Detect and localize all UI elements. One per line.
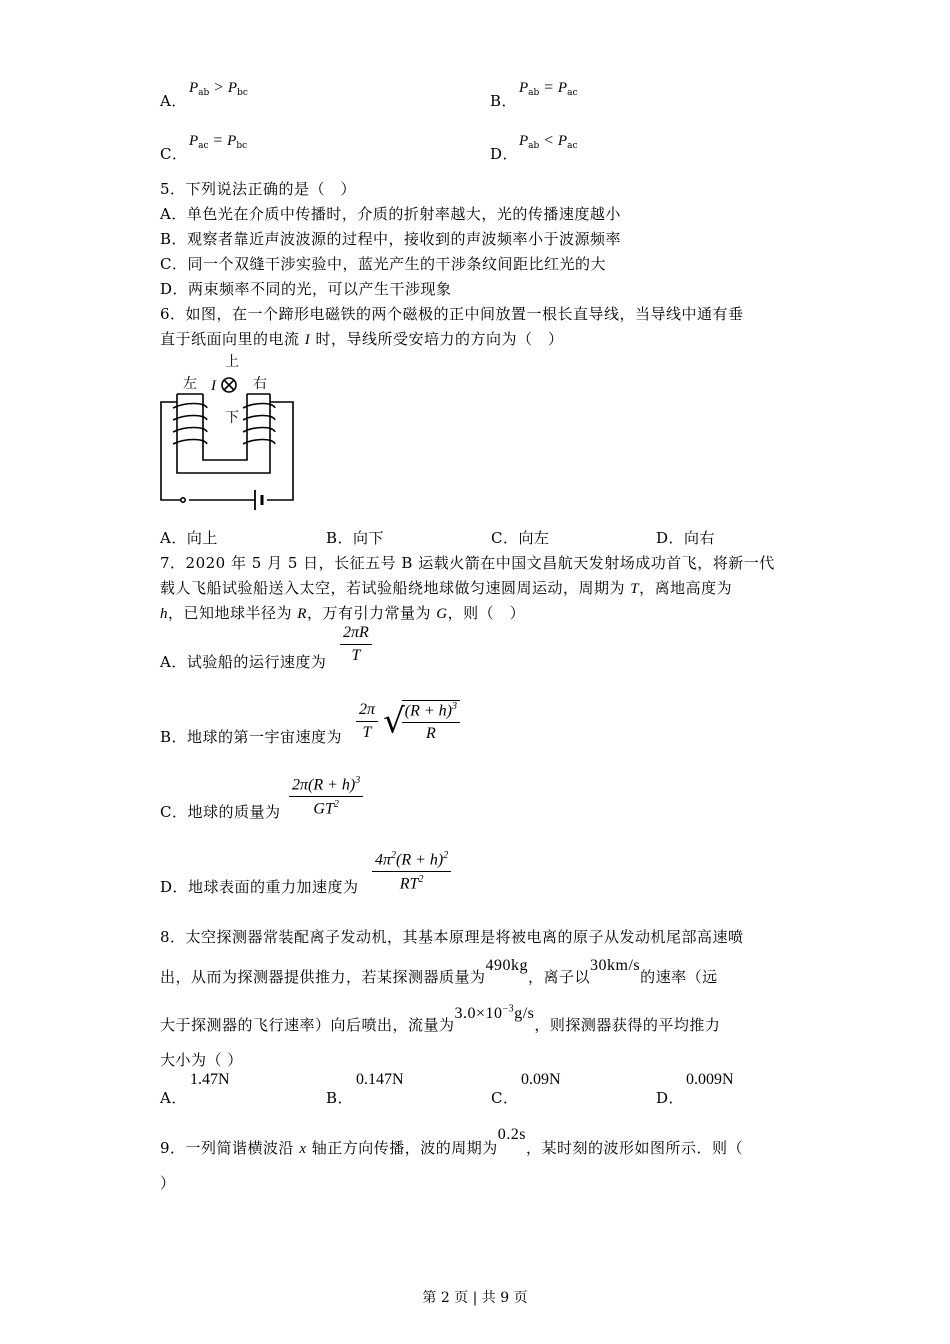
option-label: B． bbox=[490, 92, 518, 110]
q9-line2: ） bbox=[160, 1174, 176, 1192]
q7-option-d-formula: $\frac{4\pi^2(R + h)^2}{RT^2}$ bbox=[372, 850, 451, 894]
q4-option-d bbox=[490, 143, 518, 164]
q8-option-d: D． bbox=[656, 1089, 685, 1107]
q7-option-b-formula: $\frac{2\pi}{T}$ √ $\frac{(R + h)^3}{R}$ bbox=[356, 700, 460, 743]
figure-label-right: 右 bbox=[253, 376, 267, 392]
q4-option-c bbox=[160, 143, 187, 164]
q8-option-a-value: 1.47N bbox=[190, 1071, 230, 1088]
q9-line1: 9．一列简谐横波沿 x 轴正方向传播，波的周期为0.2s，某时刻的波形如图所示．则（ bbox=[160, 1126, 744, 1157]
option-label: D． bbox=[490, 145, 519, 163]
option-label: C． bbox=[160, 145, 188, 163]
q4-option-a-formula: $P_{ab} > P_{bc}$ bbox=[189, 79, 248, 98]
q7-option-a-formula: $\frac{2\pi R}{T}$ bbox=[340, 624, 372, 665]
q7-option-a: A．试验船的运行速度为 bbox=[160, 653, 327, 671]
q8-option-b-value: 0.147N bbox=[356, 1071, 404, 1088]
q5-stem: 5．下列说法正确的是（ ） bbox=[160, 180, 357, 198]
q8-option-b: B． bbox=[326, 1089, 354, 1107]
q5-option-a: A．单色光在介质中传播时，介质的折射率越大，光的传播速度越小 bbox=[160, 205, 621, 223]
q5-option-b: B．观察者靠近声波波源的过程中，接收到的声波频率小于波源频率 bbox=[160, 230, 622, 248]
q4-option-b-formula: $P_{ab} = P_{ac}$ bbox=[519, 79, 578, 98]
figure-label-down: 下 bbox=[225, 410, 239, 426]
electromagnet-figure bbox=[155, 350, 300, 510]
q7-option-c: C．地球的质量为 bbox=[160, 803, 281, 821]
q8-line2: 出，从而为探测器提供推力，若某探测器质量为490kg，离子以30km/s的速率（远 bbox=[160, 957, 718, 986]
figure-label-up: 上 bbox=[225, 354, 239, 370]
q8-line3: 大于探测器的飞行速率）向后喷出，流量为$3.0\times 10^{-3}g/s$，则探测器获得的平均推力 bbox=[160, 1003, 721, 1034]
option-label: A． bbox=[160, 92, 187, 110]
q7-option-d: D．地球表面的重力加速度为 bbox=[160, 878, 359, 896]
figure-label-left: 左 bbox=[183, 376, 197, 392]
q4-option-a bbox=[160, 90, 187, 111]
q7-option-c-formula: $\frac{2\pi(R + h)^3}{GT^2}$ bbox=[289, 775, 363, 819]
q7-line1: 7．2020 年 5 月 5 日，长征五号 B 运载火箭在中国文昌航天发射场成功首飞，将新一代 bbox=[160, 554, 775, 572]
q8-option-c-value: 0.09N bbox=[521, 1071, 561, 1088]
q4-option-c-formula: $P_{ac} = P_{bc}$ bbox=[189, 132, 248, 151]
q4-option-d-formula: $P_{ab} < P_{ac}$ bbox=[519, 132, 578, 151]
q5-option-c: C．同一个双缝干涉实验中，蓝光产生的干涉条纹间距比红光的大 bbox=[160, 255, 606, 273]
q8-option-d-value: 0.009N bbox=[686, 1071, 734, 1088]
q6-option-d: D．向右 bbox=[656, 529, 716, 547]
q6-option-c: C．向左 bbox=[491, 529, 550, 547]
q5-option-d: D．两束频率不同的光，可以产生干涉现象 bbox=[160, 280, 452, 298]
sqrt-icon: √ bbox=[383, 701, 405, 742]
q6-option-b: B．向下 bbox=[326, 529, 385, 547]
q7-option-b: B．地球的第一宇宙速度为 bbox=[160, 728, 343, 746]
q6-stem-line1: 6．如图，在一个蹄形电磁铁的两个磁极的正中间放置一根长直导线，当导线中通有垂 bbox=[160, 305, 744, 323]
q6-option-a: A．向上 bbox=[160, 529, 218, 547]
q7-line2: 载人飞船试验船送入太空，若试验船绕地球做匀速圆周运动，周期为 T，离地高度为 bbox=[160, 579, 733, 597]
q6-stem-line2: 直于纸面向里的电流 I 时，导线所受安培力的方向为（ ） bbox=[160, 330, 564, 348]
q8-option-a: A． bbox=[160, 1089, 187, 1107]
q8-line4: 大小为（ ） bbox=[160, 1051, 243, 1069]
page-footer: 第 2 页 | 共 9 页 bbox=[422, 1290, 528, 1306]
figure-label-current: I bbox=[211, 378, 216, 394]
q8-option-c: C． bbox=[491, 1089, 519, 1107]
q8-line1: 8．太空探测器常装配离子发动机，其基本原理是将被电离的原子从发动机尾部高速喷 bbox=[160, 928, 744, 946]
q7-line3: h，已知地球半径为 R，万有引力常量为 G，则（ ） bbox=[160, 604, 526, 622]
q4-option-b bbox=[490, 90, 517, 111]
